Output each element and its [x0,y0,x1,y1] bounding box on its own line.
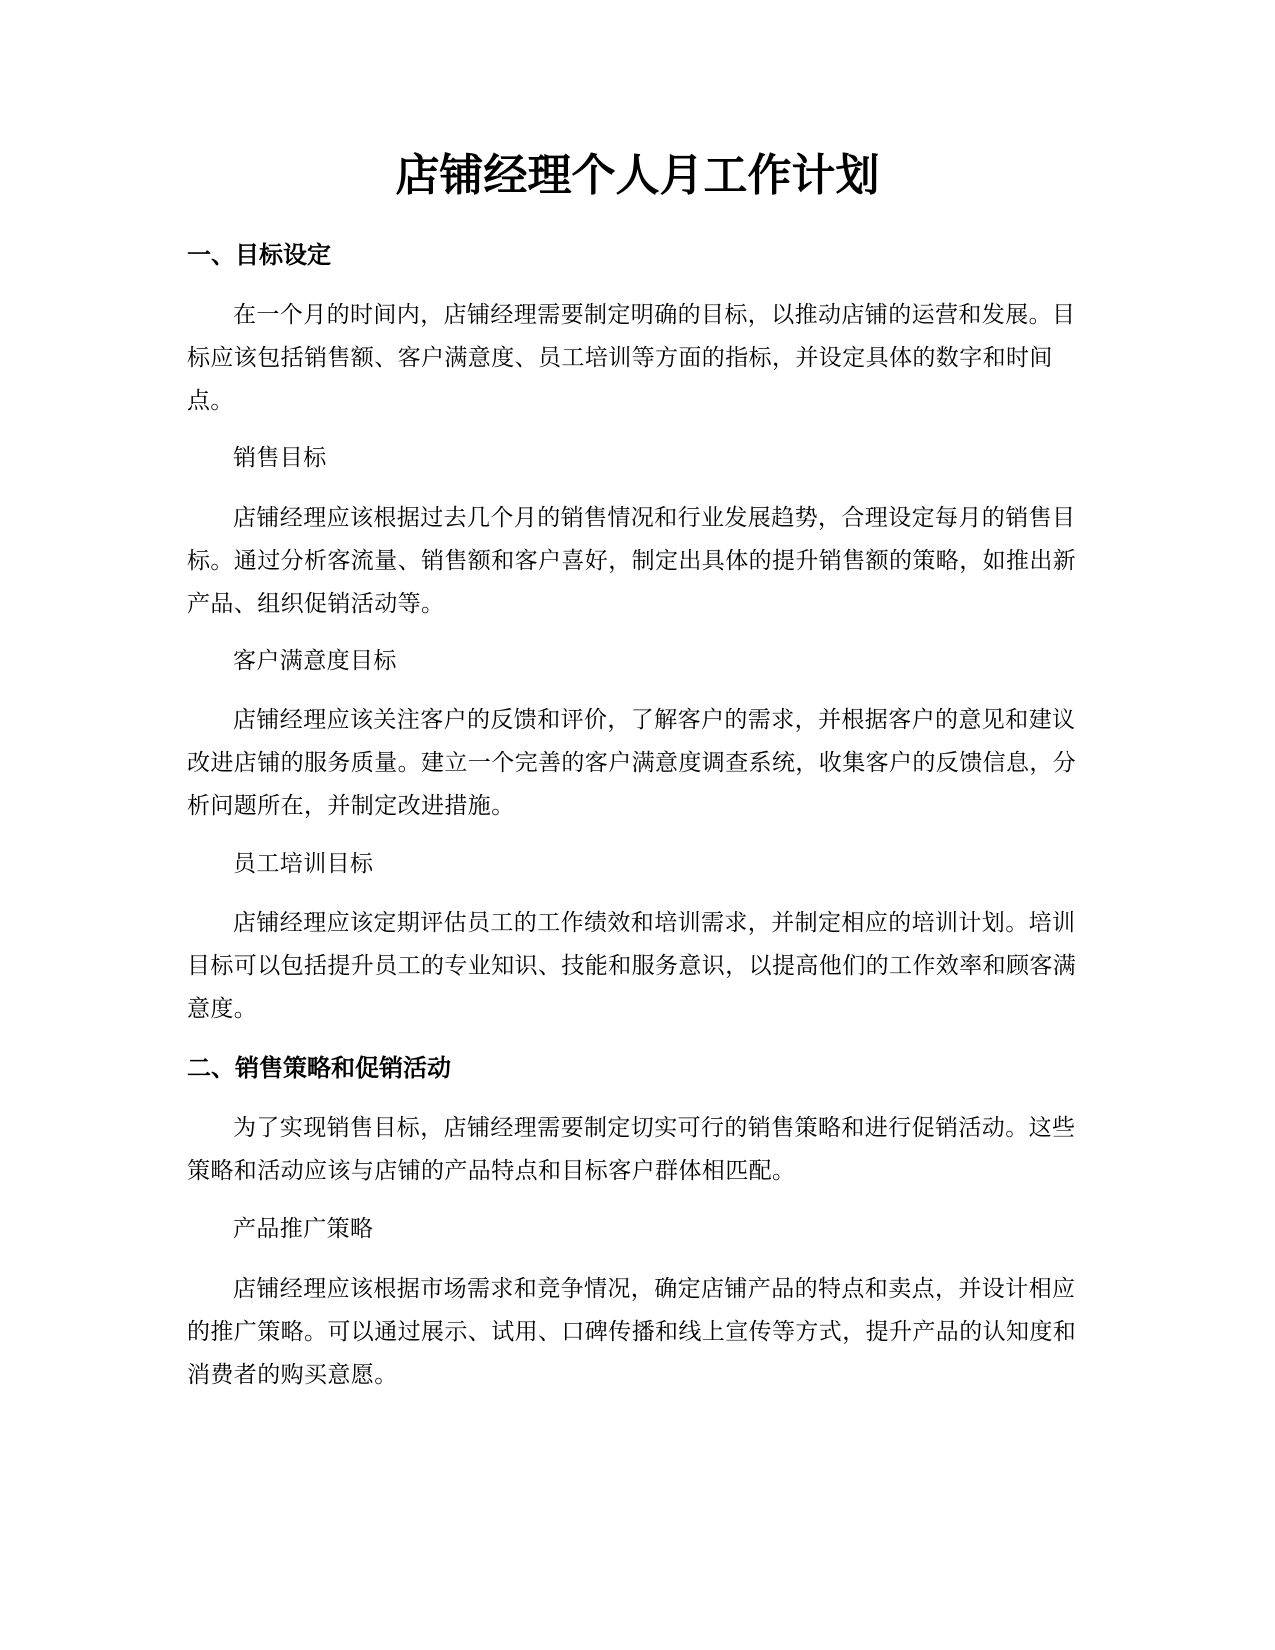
paragraph-goals-intro: 在一个月的时间内，店铺经理需要制定明确的目标，以推动店铺的运营和发展。目标应该包括销售额、客户满意度、员工培训等方面的指标，并设定具体的数字和时间点。 [187,302,1076,414]
paragraph-product-promotion: 店铺经理应该根据市场需求和竞争情况，确定店铺产品的特点和卖点，并设计相应的推广策略。可以通过展示、试用、口碑传播和线上宣传等方式，提升产品的认知度和消费者的购买意愿。 [187,1276,1077,1388]
section-heading-sales-strategy: 二、销售策略和促销活动 [187,1054,451,1082]
paragraph-sales-goal: 店铺经理应该根据过去几个月的销售情况和行业发展趋势，合理设定每月的销售目标。通过分析客流量、销售额和客户喜好，制定出具体的提升销售额的策略，如推出新产品、组织促销活动等。 [187,505,1077,617]
paragraph-training-goal: 店铺经理应该定期评估员工的工作绩效和培训需求，并制定相应的培训计划。培训目标可以包括提升员工的专业知识、技能和服务意识，以提高他们的工作效率和顾客满意度。 [187,910,1077,1022]
subheading-product-promotion: 产品推广策略 [233,1216,374,1242]
paragraph-sales-strategy-intro: 为了实现销售目标，店铺经理需要制定切实可行的销售策略和进行促销活动。这些策略和活动应该与店铺的产品特点和目标客户群体相匹配。 [187,1115,1076,1184]
section-heading-goals: 一、目标设定 [187,241,331,269]
paragraph-satisfaction-goal: 店铺经理应该关注客户的反馈和评价，了解客户的需求，并根据客户的意见和建议改进店铺的服务质量。建立一个完善的客户满意度调查系统，收集客户的反馈信息，分析问题所在，并制定改进措施。 [187,707,1077,819]
subheading-sales-goal: 销售目标 [233,445,327,471]
subheading-satisfaction-goal: 客户满意度目标 [233,648,397,674]
page-title: 店铺经理个人月工作计划 [395,150,880,201]
subheading-training-goal: 员工培训目标 [233,851,374,877]
